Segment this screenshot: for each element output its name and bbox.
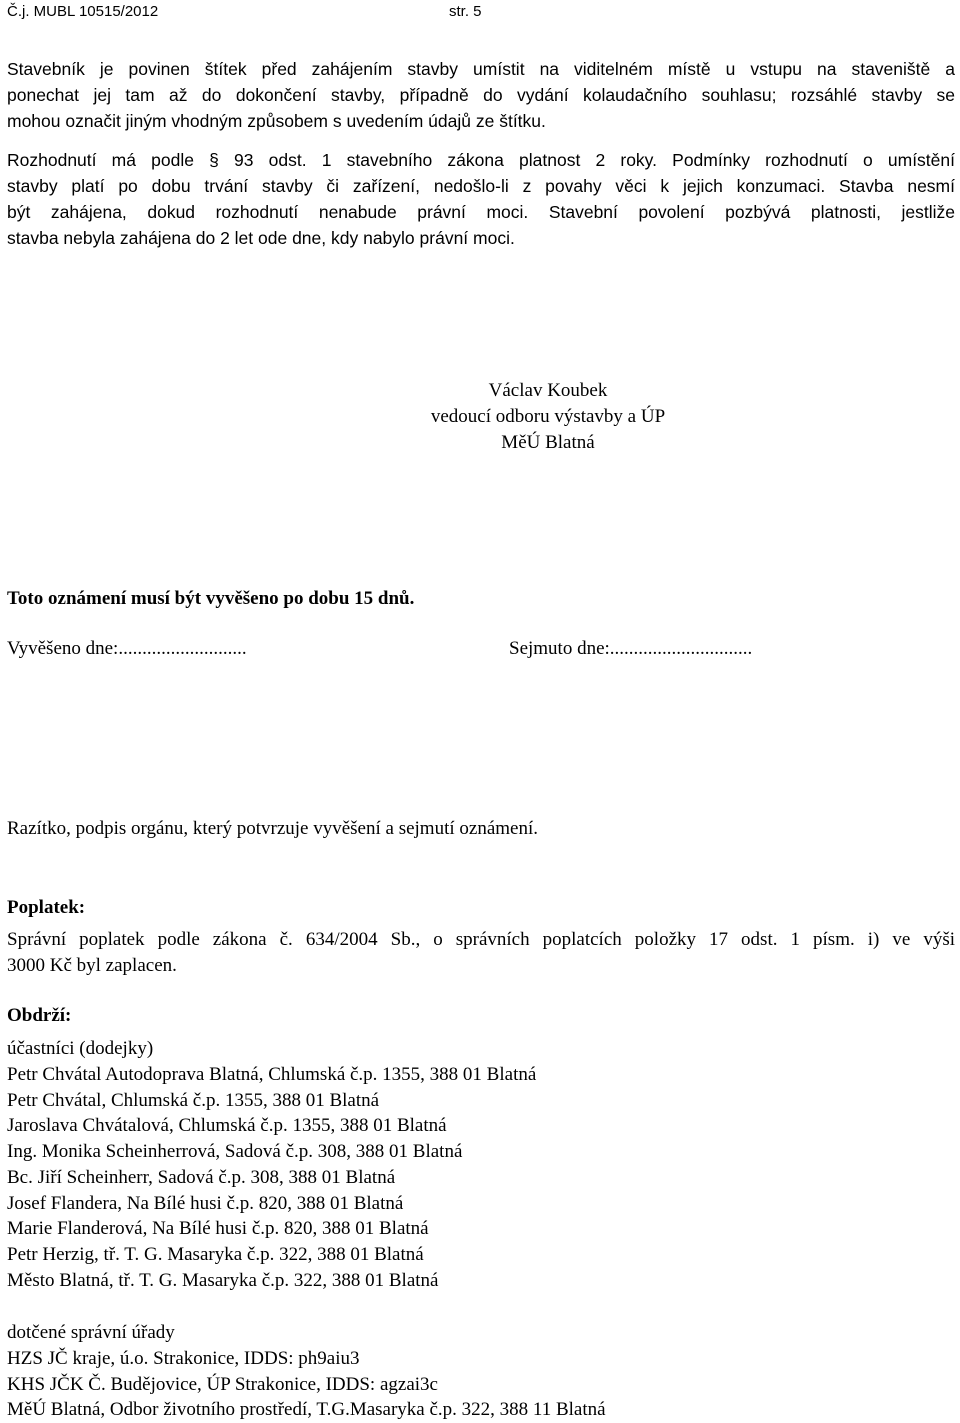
recipient-item: Marie Flanderová, Na Bílé husi č.p. 820, 388 01 Blatná: [7, 1218, 429, 1239]
recipient-item: Petr Chvátal, Chlumská č.p. 1355, 388 01 Blatná: [7, 1090, 380, 1111]
fee-line: 3000 Kč byl zaplacen.: [7, 955, 177, 976]
recipient-item: Město Blatná, tř. T. G. Masaryka č.p. 322, 388 01 Blatná: [7, 1270, 439, 1291]
paragraph-sign-requirement: [7, 56, 955, 134]
signature-office: MěÚ Blatná: [501, 432, 595, 453]
authorities-label: dotčené správní úřady: [7, 1322, 175, 1343]
recipient-item: Petr Herzig, tř. T. G. Masaryka č.p. 322, 388 01 Blatná: [7, 1244, 424, 1265]
fee-heading: Poplatek:: [7, 897, 86, 918]
recipients-heading: Obdrží:: [7, 1005, 72, 1026]
recipient-item: Bc. Jiří Scheinherr, Sadová č.p. 308, 388 01 Blatná: [7, 1167, 396, 1188]
paragraph-line: stavba nebyla zahájena do 2 let ode dne, kdy nabylo právní moci.: [7, 228, 515, 248]
removed-date-field: Sejmuto dne:..............................: [509, 638, 753, 659]
signature-name: Václav Koubek: [488, 380, 608, 401]
recipient-item: Jaroslava Chvátalová, Chlumská č.p. 1355, 388 01 Blatná: [7, 1115, 447, 1136]
authority-item: MěÚ Blatná, Odbor životního prostředí, T.G.Masaryka č.p. 322, 388 11 Blatná: [7, 1399, 606, 1420]
stamp-note: Razítko, podpis orgánu, který potvrzuje vyvěšení a sejmutí oznámení.: [7, 818, 538, 839]
recipient-item: Petr Chvátal Autodoprava Blatná, Chlumská č.p. 1355, 388 01 Blatná: [7, 1064, 537, 1085]
posted-date-field: Vyvěšeno dne:...........................: [7, 638, 247, 659]
signature-title: vedoucí odboru výstavby a ÚP: [430, 406, 666, 427]
paragraph-line: Rozhodnutí má podle § 93 odst. 1 stavebního zákona platnost 2 roky. Podmínky rozhodnutí o umístění: [7, 150, 955, 170]
authority-item: KHS JČK Č. Budějovice, ÚP Strakonice, IDDS: agzai3c: [7, 1374, 438, 1395]
paragraph-line: ponechat jej tam až do dokončení stavby, případně do vydání kolaudačního souhlasu; rozsáhlé stavby se: [7, 85, 955, 105]
authority-item: HZS JČ kraje, ú.o. Strakonice, IDDS: ph9aiu3: [7, 1348, 360, 1369]
fee-paragraph: [7, 927, 955, 979]
paragraph-line: mohou označit jiným vhodným způsobem s uvedením údajů ze štítku.: [7, 111, 546, 131]
fee-line: Správní poplatek podle zákona č. 634/2004 Sb., o správních poplatcích položky 17 odst. 1 písm. i) ve výši: [7, 929, 955, 950]
paragraph-line: stavby platí po dobu trvání stavby či zařízení, nedošlo-li z povahy věci k jejich konzumaci. Stavba nesmí: [7, 176, 955, 196]
notice-heading: Toto oznámení musí být vyvěšeno po dobu 15 dnů.: [7, 588, 415, 609]
recipient-item: Ing. Monika Scheinherrová, Sadová č.p. 308, 388 01 Blatná: [7, 1141, 463, 1162]
recipient-item: Josef Flandera, Na Bílé husi č.p. 820, 388 01 Blatná: [7, 1193, 404, 1214]
page-header: [7, 3, 482, 21]
parties-label: účastníci (dodejky): [7, 1038, 154, 1059]
paragraph-line: Stavebník je povinen štítek před zahájením stavby umístit na viditelném místě u vstupu na staveniště a: [7, 59, 955, 79]
page-number: str. 5: [449, 3, 482, 20]
paragraph-line: být zahájena, dokud rozhodnutí nenabude právní moci. Stavební povolení pozbývá platnosti, jestliže: [7, 202, 955, 222]
document-reference: Č.j. MUBL 10515/2012: [7, 3, 159, 20]
paragraph-validity: [7, 147, 955, 251]
